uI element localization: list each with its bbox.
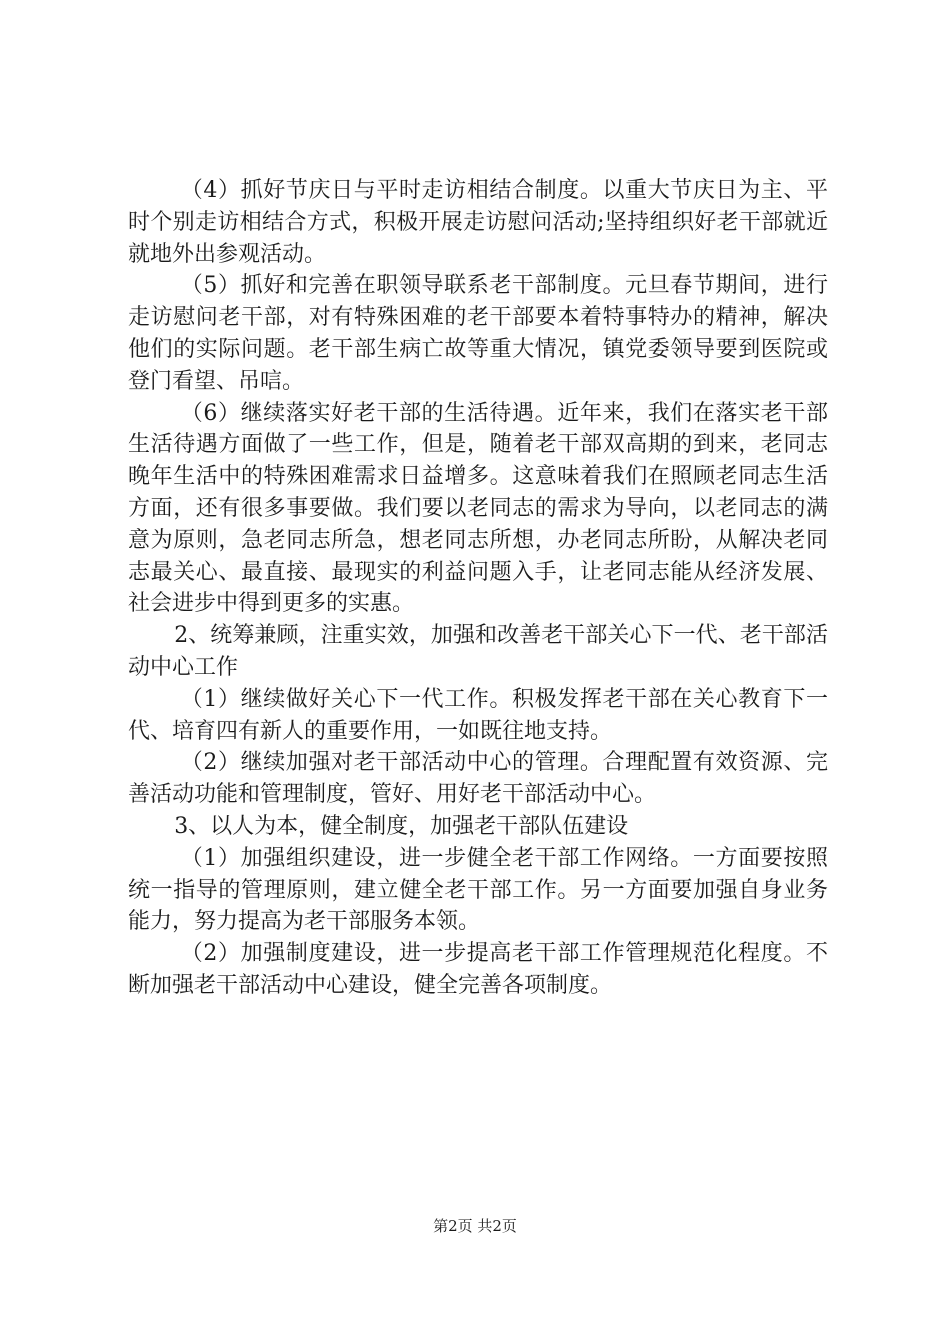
paragraph-item-6: （6）继续落实好老干部的生活待遇。近年来，我们在落实老干部生活待遇方面做了一些工作，但是，随着老干部双高期的到来，老同志晚年生活中的特殊困难需求日益增多。这意味着我们在照顾老同志生活方面，还有很多事要做。我们要以老同志的需求为导向，以老同志的满意为原则，急老同志所急，想老同志所想，办老同志所盼，从解决老同志最关心、最直接、最现实的利益问题入手，让老同志能从经济发展、社会进步中得到更多的实惠。: [128, 400, 828, 617]
page-footer: [0, 1215, 950, 1236]
paragraph-item-2-2: （2）继续加强对老干部活动中心的管理。合理配置有效资源、完善活动功能和管理制度，管好、用好老干部活动中心。: [128, 750, 828, 808]
document-body: [128, 175, 828, 1002]
section-heading-3: 3、以人为本，健全制度，加强老干部队伍建设: [174, 813, 629, 839]
section-heading-2: 2、统筹兼顾，注重实效，加强和改善老干部关心下一代、老干部活动中心工作: [128, 623, 828, 680]
paragraph-item-3-1: （1）加强组织建设，进一步健全老干部工作网络。一方面要按照统一指导的管理原则，建立健全老干部工作。另一方面要加强自身业务能力，努力提高为老干部服务本领。: [128, 845, 828, 935]
paragraph-item-2-1: （1）继续做好关心下一代工作。积极发挥老干部在关心教育下一代、培育四有新人的重要作用，一如既往地支持。: [128, 686, 828, 744]
paragraph-item-5: （5）抓好和完善在职领导联系老干部制度。元旦春节期间，进行走访慰问老干部，对有特殊困难的老干部要本着特事特办的精神，解决他们的实际问题。老干部生病亡故等重大情况，镇党委领导要到医院或登门看望、吊唁。: [128, 273, 828, 394]
paragraph-item-4: （4）抓好节庆日与平时走访相结合制度。以重大节庆日为主、平时个别走访相结合方式，积极开展走访慰问活动;坚持组织好老干部就近就地外出参观活动。: [128, 178, 828, 267]
page-number-label: 第2页 共2页: [433, 1217, 517, 1235]
paragraph-item-3-2: （2）加强制度建设，进一步提高老干部工作管理规范化程度。不断加强老干部活动中心建设，健全完善各项制度。: [128, 941, 828, 998]
